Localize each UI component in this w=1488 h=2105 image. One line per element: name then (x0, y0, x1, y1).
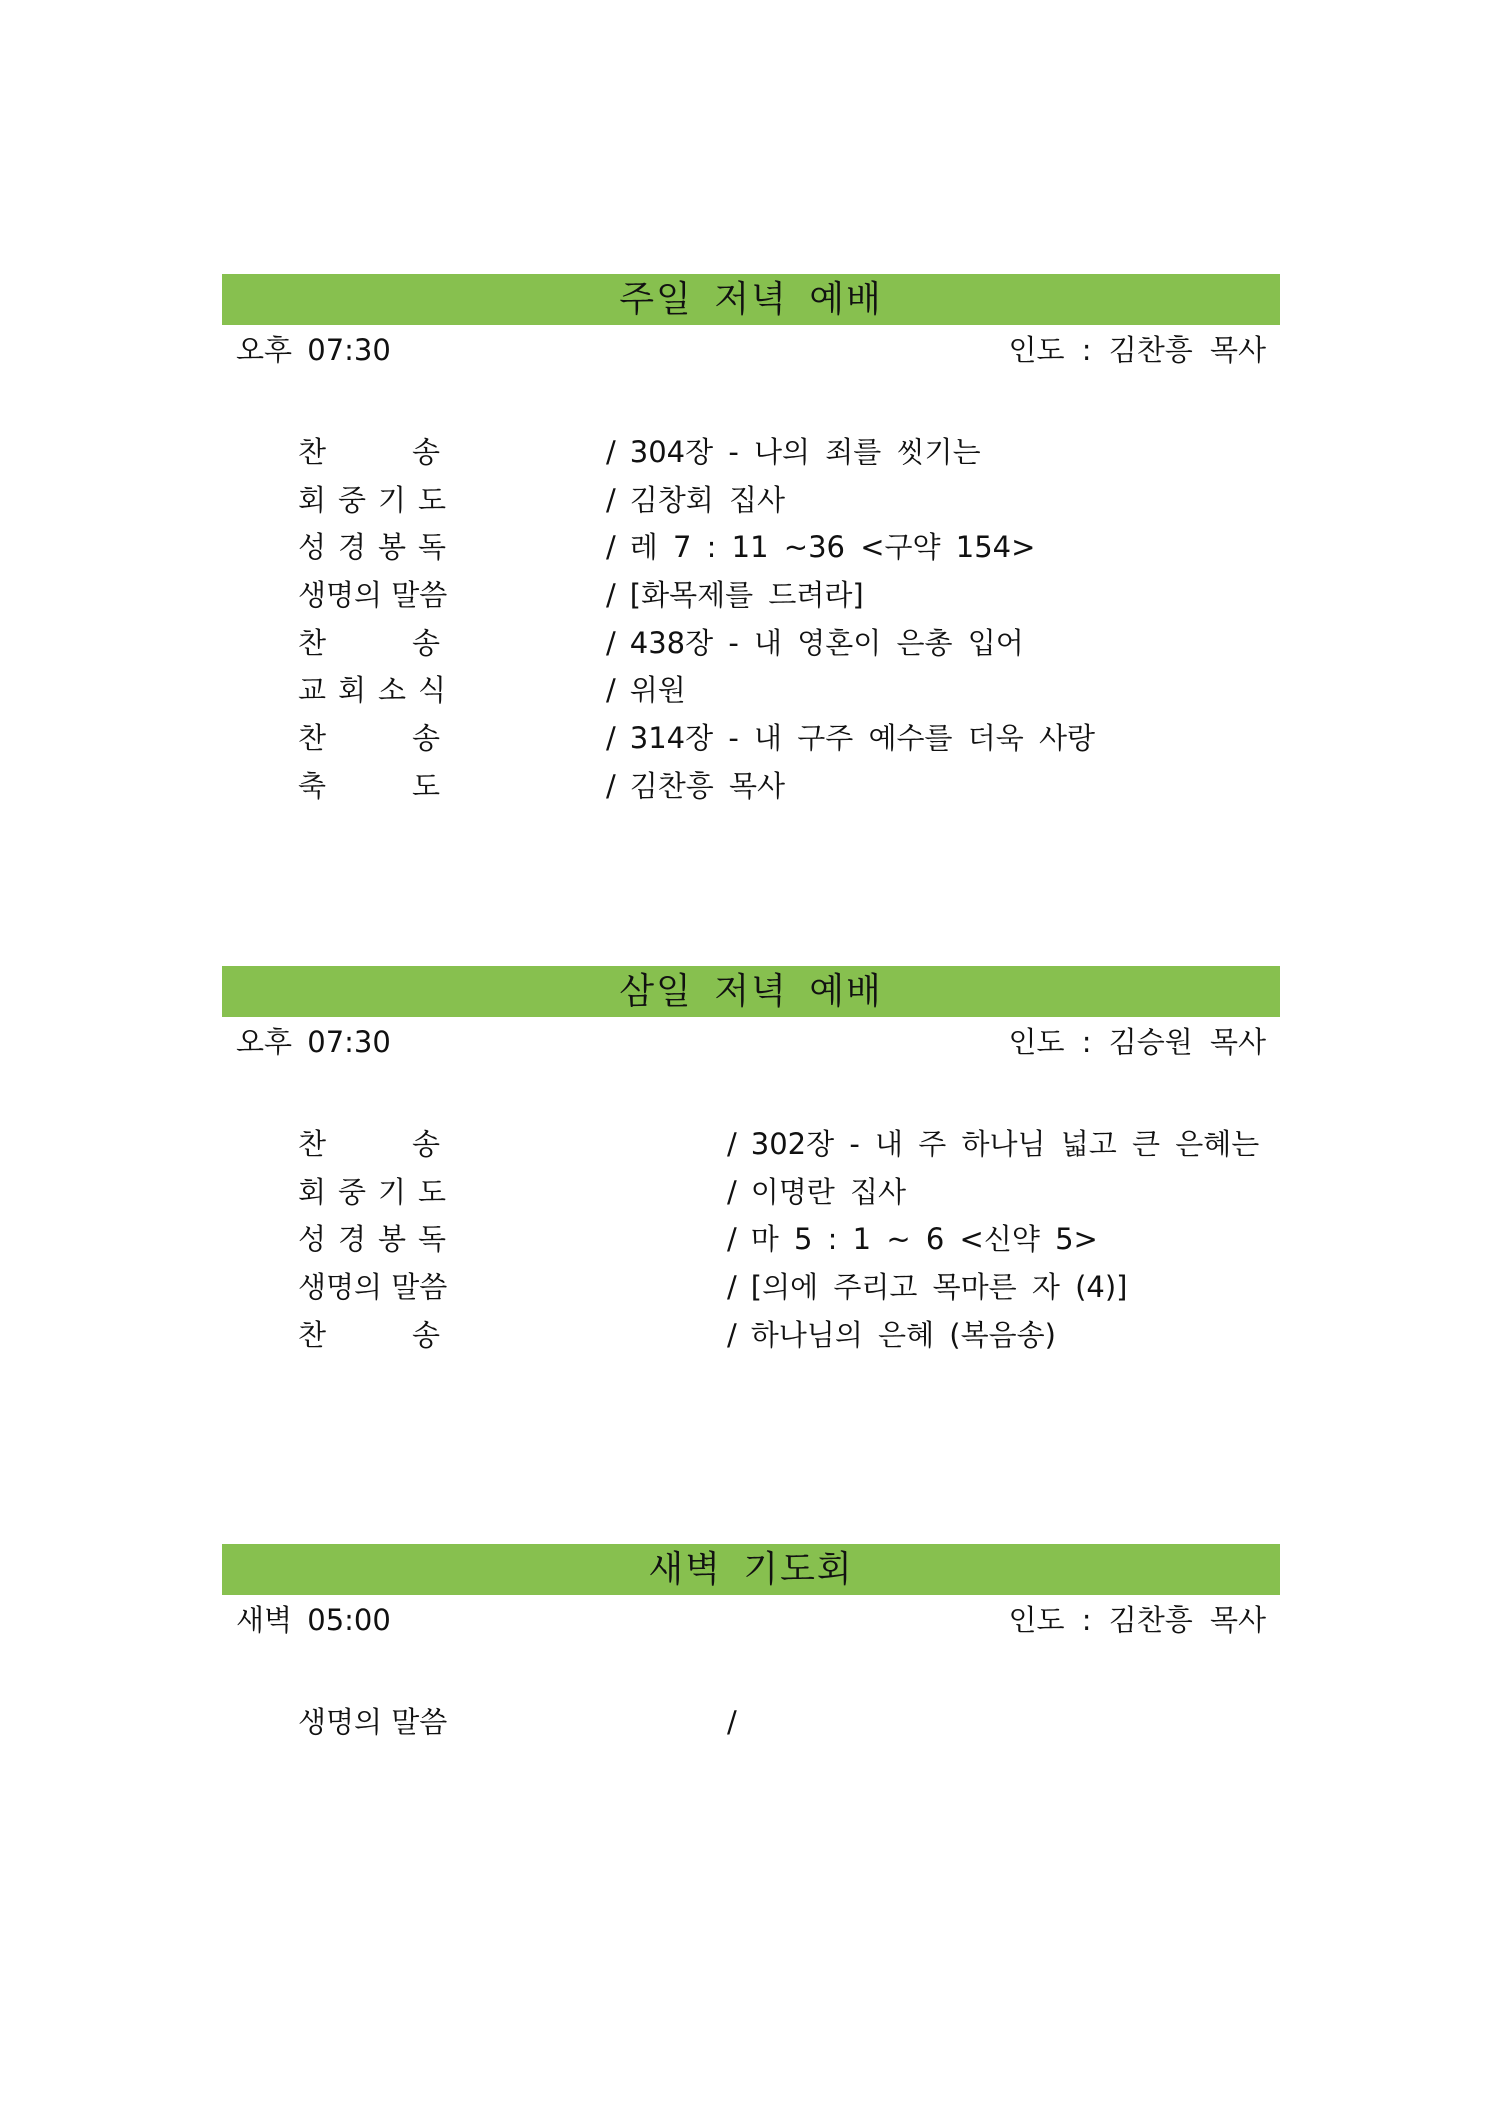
label-text: 찬송 (298, 1317, 527, 1352)
item-value: 하나님의 은혜 (복음송) (750, 1317, 1056, 1352)
separator: / (727, 1705, 737, 1739)
service-leader: 인도 : 김찬흥 목사 (1008, 1603, 1266, 1637)
item-label (298, 667, 458, 715)
separator: / (606, 721, 616, 756)
list-item (222, 1264, 1280, 1312)
separator: / (606, 673, 616, 708)
section-meta (222, 1017, 1280, 1067)
item-label (298, 1312, 527, 1360)
item-label (298, 572, 458, 620)
section-dawn-prayer (222, 1544, 1280, 1739)
list-item (222, 667, 1280, 715)
section-title: 삼일 저녁 예배 (222, 966, 1280, 1017)
section-meta (222, 325, 1280, 375)
list-item (222, 620, 1280, 668)
list-item (222, 524, 1280, 572)
label-text: 찬송 (298, 625, 527, 660)
separator: / (727, 1270, 737, 1305)
list-item (222, 1121, 1280, 1169)
label-text: 성경봉독 (298, 1222, 459, 1257)
label-text: 회중기도 (298, 1174, 459, 1209)
label-text: 회중기도 (298, 482, 459, 517)
separator: / (727, 1317, 737, 1352)
item-label (298, 1216, 458, 1264)
list-item (222, 763, 1280, 811)
separator: / (606, 578, 616, 613)
service-time: 새벽 05:00 (236, 1603, 391, 1637)
item-label (298, 1699, 458, 1747)
item-value: 마 5 : 1 ~ 6 <신약 5> (750, 1222, 1098, 1257)
separator: / (727, 1222, 737, 1257)
section-sunday-evening (222, 274, 1280, 803)
label-text: 생명의 말씀 (298, 1705, 448, 1739)
item-label (298, 1169, 458, 1217)
list-item (222, 1699, 1280, 1747)
section-wednesday-evening (222, 966, 1280, 1352)
label-text: 찬송 (298, 1127, 527, 1161)
separator: / (606, 530, 616, 565)
item-value: 김찬흥 목사 (629, 768, 786, 803)
item-label (298, 1121, 527, 1169)
list-item (222, 715, 1280, 763)
label-text: 성경봉독 (298, 530, 459, 565)
service-leader: 인도 : 김승원 목사 (1008, 1025, 1266, 1059)
label-text: 생명의 말씀 (298, 578, 448, 613)
list-item (222, 429, 1280, 477)
item-label (298, 620, 527, 668)
list-item (222, 1312, 1280, 1360)
item-value: 위원 (629, 673, 686, 708)
list-item (222, 572, 1280, 620)
label-text: 교회소식 (298, 673, 459, 708)
label-text: 찬송 (298, 435, 527, 469)
item-label (298, 1264, 458, 1312)
order-list (222, 1121, 1280, 1359)
separator: / (606, 768, 616, 803)
list-item (222, 1216, 1280, 1264)
item-label (298, 715, 527, 763)
item-label (298, 763, 527, 811)
section-title: 주일 저녁 예배 (222, 274, 1280, 325)
list-item (222, 1169, 1280, 1217)
item-value: 이명란 집사 (750, 1174, 907, 1209)
list-item (222, 477, 1280, 525)
item-value: [화목제를 드려라] (629, 578, 864, 613)
order-list (222, 1699, 1280, 1747)
separator: / (606, 435, 616, 469)
section-meta (222, 1595, 1280, 1645)
item-value: 438장 - 내 영혼이 은총 입어 (629, 625, 1024, 660)
item-label (298, 524, 458, 572)
service-leader: 인도 : 김찬흥 목사 (1008, 333, 1266, 367)
label-text: 축도 (298, 768, 527, 803)
separator: / (727, 1127, 737, 1161)
separator: / (606, 482, 616, 517)
item-value: [의에 주리고 목마른 자 (4)] (750, 1270, 1128, 1305)
item-value: 304장 - 나의 죄를 씻기는 (629, 435, 981, 469)
item-value: 302장 - 내 주 하나님 넓고 큰 은혜는 (750, 1127, 1260, 1161)
item-value: 314장 - 내 구주 예수를 더욱 사랑 (629, 721, 1096, 756)
item-label (298, 429, 527, 477)
service-time: 오후 07:30 (236, 1025, 391, 1059)
order-list (222, 429, 1280, 811)
service-time: 오후 07:30 (236, 333, 391, 367)
section-title: 새벽 기도회 (222, 1544, 1280, 1595)
item-value: 김창회 집사 (629, 482, 786, 517)
label-text: 찬송 (298, 721, 527, 756)
item-value: 레 7 : 11 ~36 <구약 154> (629, 530, 1036, 565)
separator: / (606, 625, 616, 660)
label-text: 생명의 말씀 (298, 1270, 448, 1305)
separator: / (727, 1174, 737, 1209)
item-label (298, 477, 458, 525)
